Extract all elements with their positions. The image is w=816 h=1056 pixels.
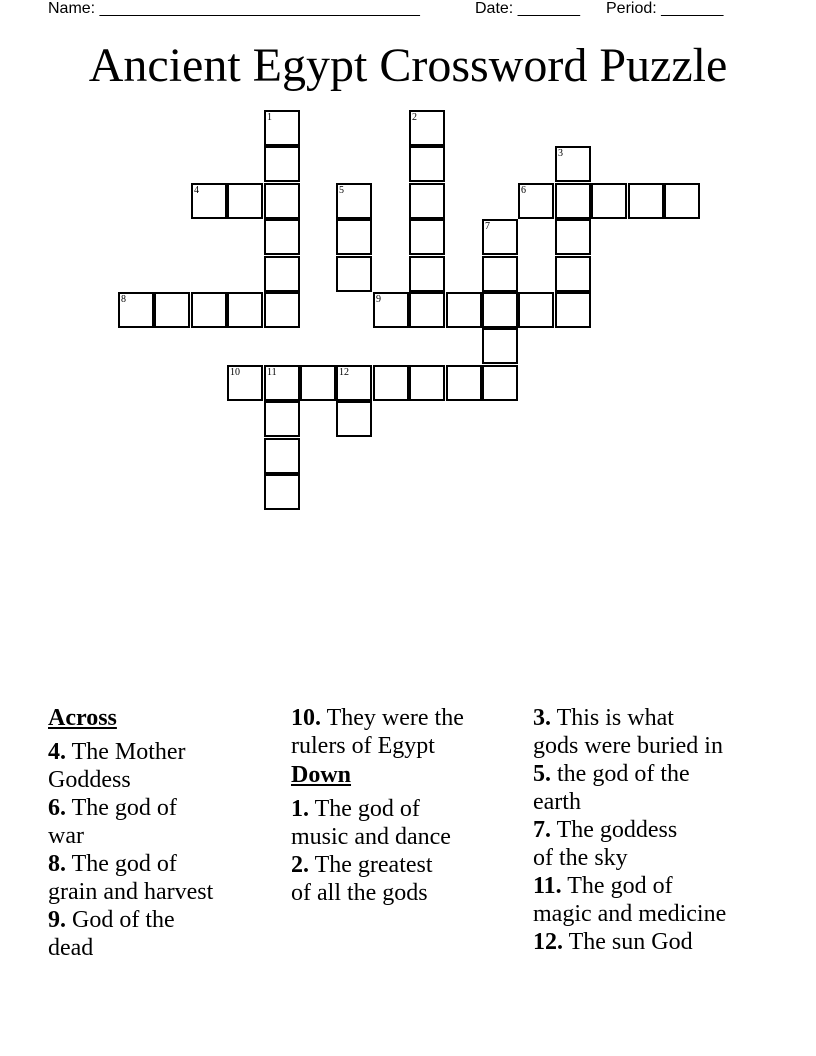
grid-cell[interactable] [482, 365, 518, 401]
grid-cell[interactable] [409, 146, 445, 182]
clue-number: 5 [339, 185, 344, 196]
clue-down-12: 12. The sun God [533, 929, 693, 955]
grid-cell[interactable] [264, 110, 300, 146]
grid-cell[interactable] [264, 401, 300, 437]
grid-cell[interactable] [191, 292, 227, 328]
grid-cell[interactable] [409, 292, 445, 328]
grid-cell[interactable] [591, 183, 627, 219]
grid-cell[interactable] [264, 146, 300, 182]
clue-down-7: 7. The goddess of the sky [533, 817, 678, 871]
clue-number: 6 [521, 185, 526, 196]
grid-cell[interactable] [264, 219, 300, 255]
grid-cell[interactable] [409, 256, 445, 292]
clue-down-11: 11. The god of magic and medicine [533, 873, 727, 927]
grid-cell[interactable] [191, 183, 227, 219]
clue-number: 1 [267, 112, 272, 123]
grid-cell[interactable] [555, 183, 591, 219]
page-title: Ancient Egypt Crossword Puzzle [88, 39, 728, 92]
grid-cell[interactable] [336, 183, 372, 219]
grid-cell[interactable] [555, 292, 591, 328]
clue-number: 12 [339, 367, 349, 378]
clue-number: 7 [485, 221, 490, 232]
clue-down-2: 2. The greatest of all the gods [291, 852, 433, 906]
grid-cell[interactable] [264, 256, 300, 292]
clue-down-1: 1. The god of music and dance [291, 796, 451, 850]
grid-cell[interactable] [482, 219, 518, 255]
grid-cell[interactable] [336, 219, 372, 255]
clues-column-2 [291, 704, 523, 907]
clue-number: 8 [121, 294, 126, 305]
clue-across-8: 8. The god of grain and harvest [48, 851, 214, 905]
grid-cell[interactable] [336, 365, 372, 401]
clue-number: 4 [194, 185, 199, 196]
grid-cell[interactable] [264, 438, 300, 474]
down-heading: Down [291, 762, 352, 788]
grid-cell[interactable] [482, 328, 518, 364]
grid-cell[interactable] [118, 292, 154, 328]
clue-number: 10 [230, 367, 240, 378]
grid-cell[interactable] [518, 292, 554, 328]
period-field[interactable]: Period: _______ [606, 0, 724, 17]
clues-column-1 [48, 704, 278, 962]
grid-cell[interactable] [264, 183, 300, 219]
grid-cell[interactable] [373, 365, 409, 401]
grid-cell[interactable] [227, 183, 263, 219]
grid-cell[interactable] [336, 256, 372, 292]
grid-cell[interactable] [300, 365, 336, 401]
grid-cell[interactable] [482, 256, 518, 292]
grid-cell[interactable] [227, 292, 263, 328]
grid-cell[interactable] [518, 183, 554, 219]
clue-number: 2 [412, 112, 417, 123]
clue-number: 3 [558, 148, 563, 159]
grid-cell[interactable] [482, 292, 518, 328]
grid-cell[interactable] [555, 146, 591, 182]
grid-cell[interactable] [628, 183, 664, 219]
clue-down-5: 5. the god of the earth [533, 761, 690, 815]
grid-cell[interactable] [264, 365, 300, 401]
clue-across-4: 4. The Mother Goddess [48, 739, 186, 793]
across-heading: Across [48, 705, 117, 731]
grid-cell[interactable] [409, 183, 445, 219]
grid-cell[interactable] [336, 401, 372, 437]
clues-column-3 [533, 704, 793, 956]
grid-cell[interactable] [409, 219, 445, 255]
clue-down-3: 3. This is what gods were buried in [533, 705, 723, 759]
grid-cell[interactable] [555, 256, 591, 292]
grid-cell[interactable] [409, 365, 445, 401]
clue-across-10: 10. They were the rulers of Egypt [291, 705, 464, 759]
grid-cell[interactable] [446, 365, 482, 401]
name-field[interactable]: Name: ____________________________________ [48, 0, 420, 17]
clue-number: 11 [267, 367, 277, 378]
grid-cell[interactable] [264, 292, 300, 328]
grid-cell[interactable] [664, 183, 700, 219]
grid-cell[interactable] [227, 365, 263, 401]
grid-cell[interactable] [373, 292, 409, 328]
date-field[interactable]: Date: _______ [475, 0, 580, 17]
grid-cell[interactable] [446, 292, 482, 328]
grid-cell[interactable] [264, 474, 300, 510]
grid-cell[interactable] [409, 110, 445, 146]
clue-across-6: 6. The god of war [48, 795, 177, 849]
clue-number: 9 [376, 294, 381, 305]
clue-across-9: 9. God of the dead [48, 907, 175, 961]
grid-cell[interactable] [555, 219, 591, 255]
grid-cell[interactable] [154, 292, 190, 328]
